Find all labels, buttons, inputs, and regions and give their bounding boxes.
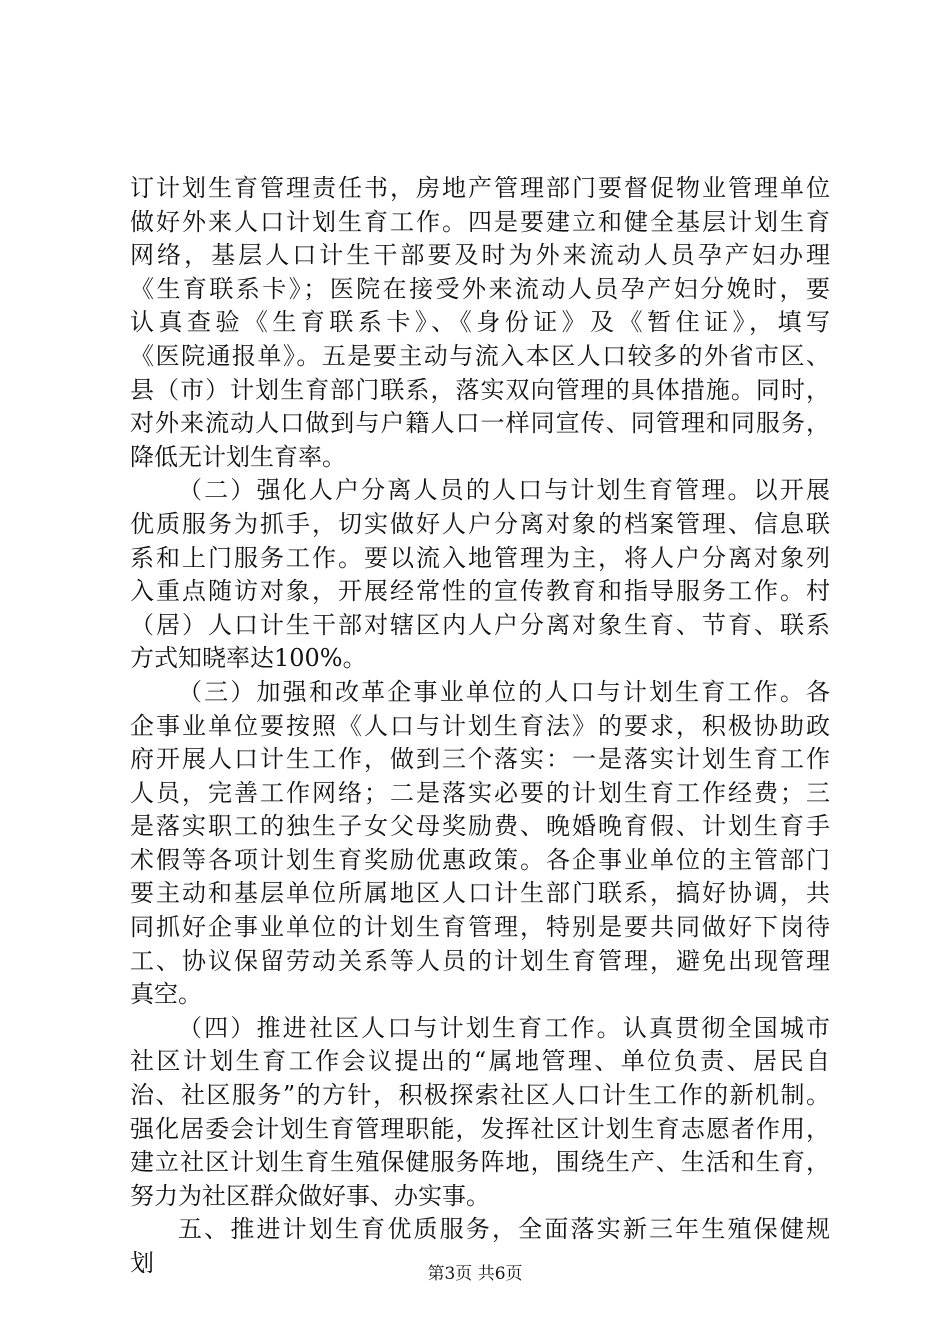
section-heading-line: （四）推进社区人口与计划生育工作。认真贯彻全国城市 (178, 1013, 830, 1042)
text-line: 人员，完善工作网络；二是落实必要的计划生育工作经费；三 (130, 778, 830, 807)
document-body (130, 172, 830, 1281)
text-line: 强化居委会计划生育管理职能，发挥社区计划生育志愿者作用， (130, 1114, 830, 1143)
section-heading-line: （三）加强和改革企事业单位的人口与计划生育工作。各 (178, 677, 830, 706)
text-line: 认真查验《生育联系卡》、《身份证》及《暂住证》，填写 (130, 308, 830, 337)
text-line: 真空。 (130, 980, 202, 1009)
text-line: 方式知晓率达100%。 (130, 644, 367, 673)
text-line: 治、社区服务”的方针，积极探索社区人口计生工作的新机制。 (130, 1081, 830, 1110)
text-line: 对外来流动人口做到与户籍人口一样同宣传、同管理和同服务， (130, 409, 830, 438)
text-line: 划 (130, 1249, 154, 1277)
text-line: 是落实职工的独生子女父母奖励费、晚婚晚育假、计划生育手 (130, 812, 830, 841)
text-line: 《医院通报单》。五是要主动与流入本区人口较多的外省市区、 (130, 341, 830, 370)
page-footer: 第3页 共6页 (427, 1264, 523, 1284)
text-line: 优质服务为抓手，切实做好人户分离对象的档案管理、信息联 (130, 509, 830, 538)
text-line: 系和上门服务工作。要以流入地管理为主，将人户分离对象列 (130, 543, 830, 572)
text-line: 网络，基层人口计生干部要及时为外来流动人员孕产妇办理 (130, 241, 830, 270)
text-line: 企事业单位要按照《人口与计划生育法》的要求，积极协助政 (130, 711, 830, 740)
text-line: 努力为社区群众做好事、办实事。 (130, 1181, 490, 1210)
text-line: 建立社区计划生育生殖保健服务阵地，围绕生产、生活和生育， (130, 1148, 830, 1177)
text-line: 做好外来人口计划生育工作。四是要建立和健全基层计划生育 (130, 207, 830, 236)
text-line: 县（市）计划生育部门联系，落实双向管理的具体措施。同时， (130, 375, 830, 404)
text-line: 工、协议保留劳动关系等人员的计划生育管理，避免出现管理 (130, 946, 830, 975)
text-line: 同抓好企事业单位的计划生育管理，特别是要共同做好下岗待 (130, 913, 830, 942)
section-heading-line: 五、推进计划生育优质服务，全面落实新三年生殖保健规 (178, 1215, 830, 1244)
text-line: （居）人口计生干部对辖区内人户分离对象生育、节育、联系 (130, 610, 830, 639)
text-line: 《生育联系卡》；医院在接受外来流动人员孕产妇分娩时，要 (130, 274, 830, 303)
text-line: 降低无计划生育率。 (130, 442, 346, 471)
text-line: 订计划生育管理责任书，房地产管理部门要督促物业管理单位 (130, 174, 830, 202)
section-heading-line: （二）强化人户分离人员的人口与计划生育管理。以开展 (178, 476, 830, 505)
text-line: 术假等各项计划生育奖励优惠政策。各企事业单位的主管部门 (130, 845, 830, 874)
text-line: 社区计划生育工作会议提出的“属地管理、单位负责、居民自 (130, 1047, 830, 1076)
text-line: 入重点随访对象，开展经常性的宣传教育和指导服务工作。村 (130, 577, 830, 606)
text-line: 要主动和基层单位所属地区人口计生部门联系，搞好协调，共 (130, 879, 830, 908)
text-line: 府开展人口计生工作，做到三个落实：一是落实计划生育工作 (130, 745, 830, 774)
